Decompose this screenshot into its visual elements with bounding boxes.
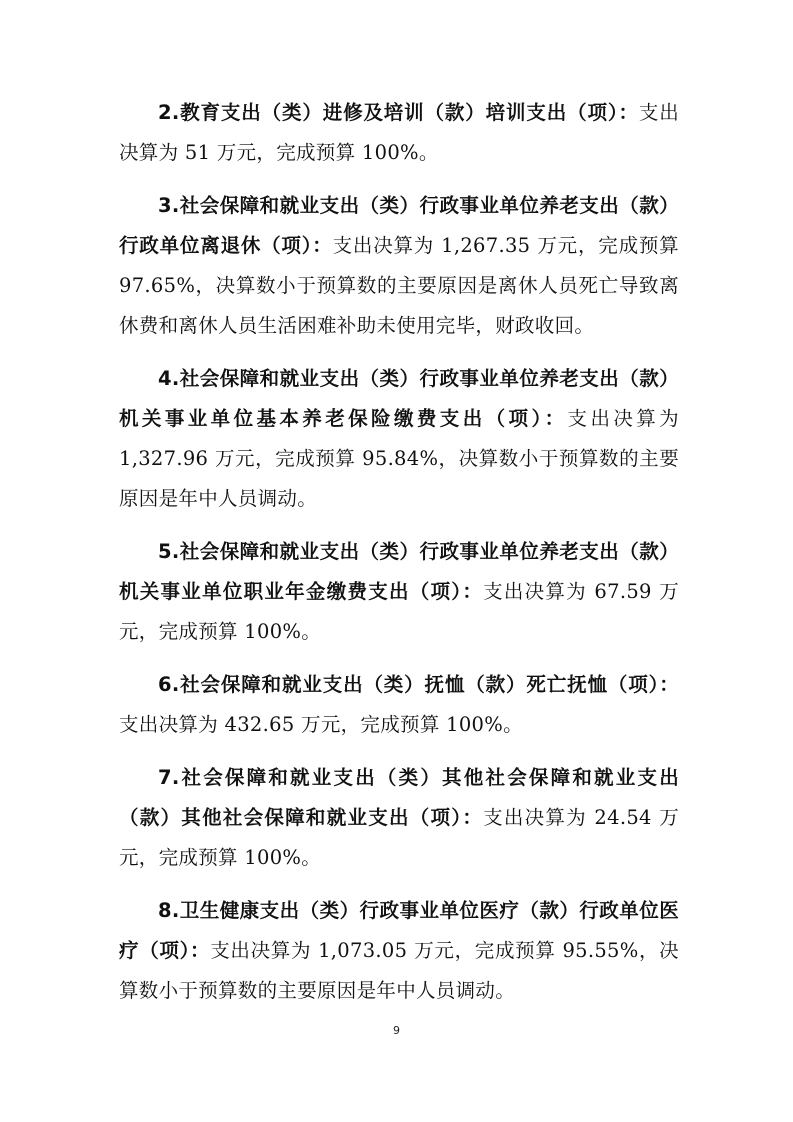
paragraph-body: 支出决算为 1,267.35 万元，完成预算 97.65%，决算数小于预算数的主要原因是离休人员死亡导致离休费和离休人员生活困难补助未使用完毕，财政收回。 bbox=[119, 234, 679, 337]
paragraph-body: 支出决算为 67.59 万元，完成预算 100%。 bbox=[119, 580, 679, 643]
paragraph-item-5 bbox=[119, 532, 679, 652]
paragraph-heading: 2.教育支出（类）进修及培训（款）培训支出（项）： bbox=[158, 101, 639, 124]
document-page bbox=[119, 93, 679, 1024]
paragraph-heading: 3.社会保障和就业支出（类）行政事业单位养老支出（款）行政单位离退休（项）： bbox=[119, 194, 679, 257]
paragraph-body: 支出决算为 1,327.96 万元，完成预算 95.84%，决算数小于预算数的主要原因是年中人员调动。 bbox=[119, 407, 679, 510]
paragraph-heading: 5.社会保障和就业支出（类）行政事业单位养老支出（款）机关事业单位职业年金缴费支出（项）： bbox=[119, 540, 679, 603]
paragraph-item-8 bbox=[119, 891, 679, 1011]
page-number: 9 bbox=[393, 1024, 400, 1037]
paragraph-heading: 6.社会保障和就业支出（类）抚恤（款）死亡抚恤（项）： bbox=[158, 673, 679, 696]
paragraph-body: 支出决算为 51 万元，完成预算 100%。 bbox=[119, 101, 679, 164]
paragraph-item-3 bbox=[119, 186, 679, 346]
paragraph-item-2 bbox=[119, 93, 679, 173]
paragraph-body: 支出决算为 1,073.05 万元，完成预算 95.55%，决算数小于预算数的主要原因是年中人员调动。 bbox=[119, 939, 679, 1002]
paragraph-body: 支出决算为 24.54 万元，完成预算 100%。 bbox=[119, 806, 679, 869]
paragraph-body: 支出决算为 432.65 万元，完成预算 100%。 bbox=[119, 713, 523, 736]
paragraph-heading: 8.卫生健康支出（类）行政事业单位医疗（款）行政单位医疗（项）： bbox=[119, 899, 679, 962]
paragraph-heading: 4.社会保障和就业支出（类）行政事业单位养老支出（款）机关事业单位基本养老保险缴费支出（项）： bbox=[119, 367, 679, 430]
paragraph-item-6 bbox=[119, 665, 679, 745]
paragraph-item-7 bbox=[119, 758, 679, 878]
paragraph-item-4 bbox=[119, 359, 679, 519]
paragraph-heading: 7.社会保障和就业支出（类）其他社会保障和就业支出（款）其他社会保障和就业支出（项）： bbox=[119, 766, 679, 829]
